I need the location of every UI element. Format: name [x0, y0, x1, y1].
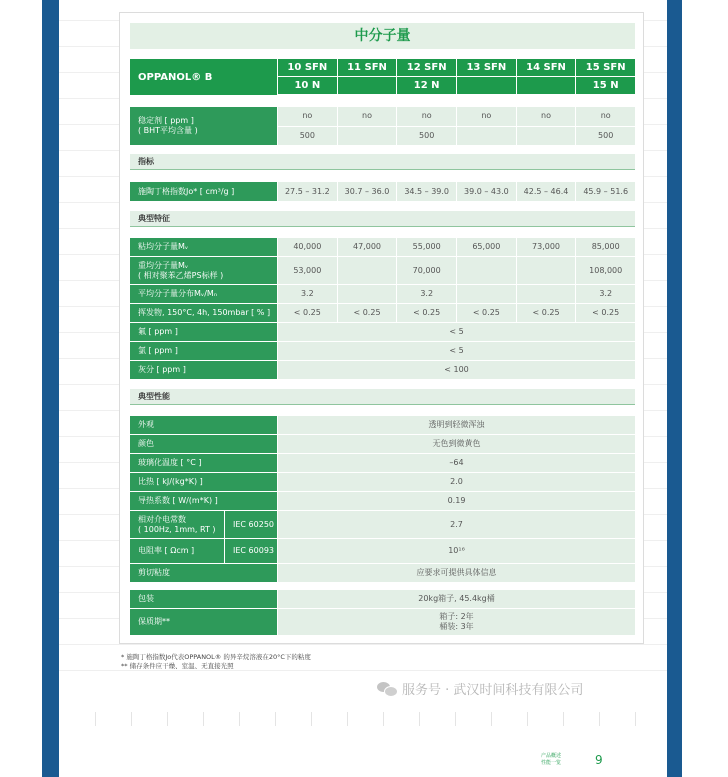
cell: 500 [576, 127, 635, 146]
cell: 500 [278, 127, 337, 146]
watermark [377, 679, 583, 698]
cell [517, 257, 576, 284]
row-label: 粘均分子量Mᵥ [130, 238, 277, 256]
cell: < 0.25 [517, 304, 576, 322]
row-label: 平均分子量分布Mᵥ/Mₙ [130, 285, 277, 303]
page-number: 9 [595, 753, 603, 767]
grade-sfn: 14 SFN [517, 59, 576, 76]
cell: < 0.25 [576, 304, 635, 322]
grade-n: 15 N [576, 77, 635, 94]
bottom-ruler [59, 712, 667, 726]
property-row [130, 564, 635, 582]
cell: no [457, 107, 516, 126]
cell: < 5 [278, 323, 635, 341]
value-line: 箱子: 2年 [439, 612, 474, 621]
header-col-2 [338, 59, 397, 95]
cell: 0.19 [278, 492, 635, 510]
page-margin-left [0, 0, 42, 777]
value-line: 桶装: 3年 [439, 622, 474, 631]
cell: 应要求可提供具体信息 [278, 564, 635, 582]
standard-label: IEC 60093 [225, 539, 277, 563]
footer-caption [541, 753, 561, 767]
cell: < 0.25 [457, 304, 516, 322]
product-label: OPPANOL® B [130, 59, 277, 95]
grade-n: 10 N [278, 77, 337, 94]
cell: –64 [278, 454, 635, 472]
cell: 3.2 [278, 285, 337, 303]
section-typical-properties: 典型性能 [130, 389, 635, 405]
row-label: 颜色 [130, 435, 277, 453]
caption-line: 产品概述 [541, 753, 562, 759]
row-label: 玻璃化温度 [ °C ] [130, 454, 277, 472]
grade-sfn: 12 SFN [397, 59, 456, 76]
feature-row [130, 304, 635, 322]
cell [278, 609, 635, 635]
cell: 42.5 – 46.4 [517, 182, 576, 201]
cell [457, 285, 516, 303]
header-col-4 [457, 59, 516, 95]
feature-row [130, 257, 635, 284]
header-row [130, 59, 635, 95]
datasheet-page [119, 12, 644, 644]
row-label: 包装 [130, 590, 277, 608]
cell: 39.0 – 43.0 [457, 182, 516, 201]
cell: 500 [397, 127, 456, 146]
cell: no [278, 107, 337, 126]
cell [517, 285, 576, 303]
right-binding-bar [667, 0, 682, 777]
header-col-6 [576, 59, 635, 95]
grade-sfn: 15 SFN [576, 59, 635, 76]
row-label [130, 257, 277, 284]
cell: 45.9 – 51.6 [576, 182, 635, 201]
header-col-3 [397, 59, 456, 95]
staudinger-row [130, 182, 635, 201]
property-row [130, 511, 635, 538]
grade-sfn: 13 SFN [457, 59, 516, 76]
cell: 2.0 [278, 473, 635, 491]
cell: 34.5 – 39.0 [397, 182, 456, 201]
grade-n [457, 77, 516, 94]
property-row [130, 416, 635, 434]
row-label: 挥发物, 150°C, 4h, 150mbar [ % ] [130, 304, 277, 322]
footnote: * 施陶丁格指数Jo代表OPPANOL® 的异辛烷溶液在20°C下的粘度 [121, 653, 311, 661]
cell [338, 257, 397, 284]
row-label [130, 511, 224, 538]
row-label: 剪切粘度 [130, 564, 277, 582]
cell: 10¹⁶ [278, 539, 635, 563]
row-label: 施陶丁格指数Jo* [ cm³/g ] [130, 182, 277, 201]
row-label: 电阻率 [ Ωcm ] [130, 539, 224, 563]
header-col-1 [278, 59, 337, 95]
section-typical-features: 典型特征 [130, 211, 635, 227]
cell [457, 257, 516, 284]
cell: 70,000 [397, 257, 456, 284]
row-label: 外观 [130, 416, 277, 434]
standard-label: IEC 60250 [225, 511, 277, 538]
label-line: 稳定剂 [ ppm ] [138, 116, 194, 125]
property-row [130, 473, 635, 491]
caption-line: 性能一览 [541, 760, 562, 766]
cell: < 100 [278, 361, 635, 379]
row-label: 导热系数 [ W/(m*K) ] [130, 492, 277, 510]
cell [338, 285, 397, 303]
row-label: 比热 [ kJ/(kg*K) ] [130, 473, 277, 491]
cell: no [576, 107, 635, 126]
property-row [130, 539, 635, 563]
grade-n [338, 77, 397, 94]
table-title: 中分子量 [130, 23, 635, 49]
feature-row [130, 342, 635, 360]
cell: < 5 [278, 342, 635, 360]
property-row [130, 435, 635, 453]
cell: 73,000 [517, 238, 576, 256]
cell: 65,000 [457, 238, 516, 256]
label-line: ( 100Hz, 1mm, RT ) [138, 524, 216, 534]
property-row [130, 454, 635, 472]
cell: 108,000 [576, 257, 635, 284]
label-line: ( BHT平均含量 ) [138, 126, 198, 135]
cell [517, 127, 576, 146]
header-col-5 [517, 59, 576, 95]
row-label: 灰分 [ ppm ] [130, 361, 277, 379]
row-label: 氯 [ ppm ] [130, 342, 277, 360]
row-label: 氟 [ ppm ] [130, 323, 277, 341]
cell: 53,000 [278, 257, 337, 284]
cell [457, 127, 516, 146]
packaging-row [130, 590, 635, 608]
cell: 47,000 [338, 238, 397, 256]
cell: 3.2 [576, 285, 635, 303]
label-line: 相对介电常数 [138, 514, 186, 524]
feature-row [130, 285, 635, 303]
cell: 20kg箱子, 45.4kg桶 [278, 590, 635, 608]
cell: 30.7 – 36.0 [338, 182, 397, 201]
label-line: 重均分子量Mᵥ [138, 260, 189, 270]
cell: < 0.25 [278, 304, 337, 322]
grade-sfn: 10 SFN [278, 59, 337, 76]
cell: no [338, 107, 397, 126]
cell: no [517, 107, 576, 126]
cell [338, 127, 397, 146]
grade-n [517, 77, 576, 94]
cell: 2.7 [278, 511, 635, 538]
cell: 27.5 – 31.2 [278, 182, 337, 201]
shelf-life-row [130, 609, 635, 635]
property-row [130, 492, 635, 510]
wechat-icon [377, 681, 397, 696]
cell: 透明到轻微浑浊 [278, 416, 635, 434]
cell: < 0.25 [338, 304, 397, 322]
row-label: 保质期** [130, 609, 277, 635]
stabilizer-label [130, 107, 277, 145]
cell: 无色到微黄色 [278, 435, 635, 453]
cell: no [397, 107, 456, 126]
section-indicator: 指标 [130, 154, 635, 170]
label-line: ( 相对聚苯乙烯PS标样 ) [138, 270, 224, 280]
stabilizer-row [130, 107, 635, 145]
cell: 3.2 [397, 285, 456, 303]
cell: 85,000 [576, 238, 635, 256]
cell: 55,000 [397, 238, 456, 256]
cell: 40,000 [278, 238, 337, 256]
feature-row [130, 238, 635, 256]
grade-sfn: 11 SFN [338, 59, 397, 76]
feature-row [130, 361, 635, 379]
grade-n: 12 N [397, 77, 456, 94]
footnotes [121, 653, 311, 671]
feature-row [130, 323, 635, 341]
footnote: ** 储存条件应干燥、室温、无直接光照 [121, 662, 234, 670]
cell: < 0.25 [397, 304, 456, 322]
left-binding-bar [42, 0, 59, 777]
watermark-text: 服务号 · 武汉时间科技有限公司 [402, 683, 584, 698]
